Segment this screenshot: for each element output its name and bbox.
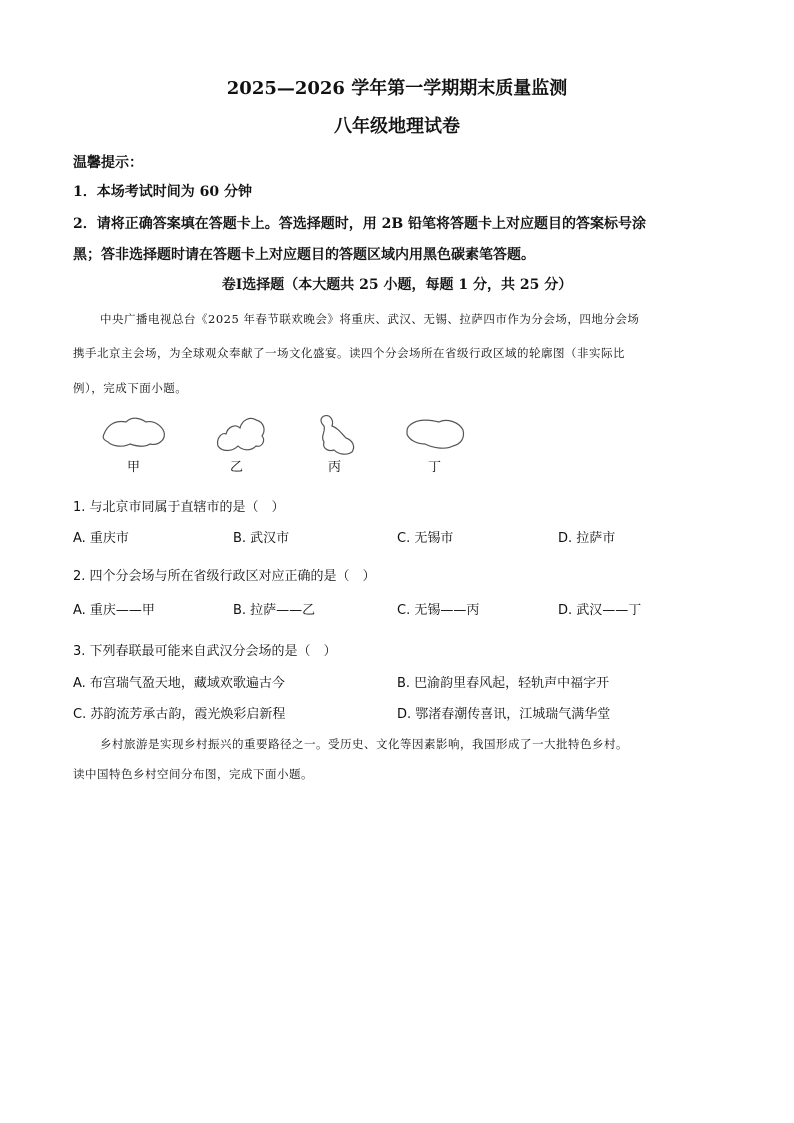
tips-item-2-line-2: 黑；答非选择题时请在答题卡上对应题目的答题区域内用黑色碳素笔答题。 — [73, 247, 535, 263]
tips-item-2-line-1: 2．请将正确答案填在答题卡上。答选择题时，用 2B 铅笔将答题卡上对应题目的答案标号涂 — [73, 216, 647, 232]
question-3-option-b: B. 巴渝韵里春风起，轻轨声中福字开 — [397, 676, 610, 691]
province-outline-icon — [312, 412, 362, 458]
province-outline-icon — [403, 414, 469, 454]
tips-item-1: 1．本场考试时间为 60 分钟 — [73, 184, 252, 200]
map-label-bing: 丙 — [328, 460, 342, 475]
page-title: 2025—2026 学年第一学期期末质量监测 — [226, 78, 568, 99]
question-1-option-b: B. 武汉市 — [233, 531, 290, 546]
province-outline-icon — [212, 412, 272, 456]
question-1-option-d: D. 拉萨市 — [558, 531, 616, 546]
passage-1-line-1: 中央广播电视总台《2025 年春节联欢晚会》将重庆、武汉、无锡、拉萨四市作为分会场，四地分会场 — [100, 312, 640, 326]
map-label-ding: 丁 — [428, 460, 442, 475]
map-label-yi: 乙 — [230, 460, 244, 475]
question-1-option-c: C. 无锡市 — [397, 531, 454, 546]
map-label-jia: 甲 — [127, 460, 141, 475]
tips-heading: 温馨提示： — [73, 155, 143, 171]
section-heading: 卷Ⅰ选择题（本大题共 25 小题，每题 1 分，共 25 分） — [221, 277, 573, 293]
province-outline-icon — [100, 412, 170, 452]
question-3-stem: 3. 下列春联最可能来自武汉分会场的是（ ） — [73, 644, 337, 659]
question-2-option-b: B. 拉萨——乙 — [233, 603, 316, 618]
page-subtitle: 八年级地理试卷 — [334, 116, 460, 137]
question-1-option-a: A. 重庆市 — [73, 531, 129, 546]
question-1-stem: 1. 与北京市同属于直辖市的是（ ） — [73, 500, 285, 515]
passage-2-line-2: 读中国特色乡村空间分布图，完成下面小题。 — [73, 767, 313, 781]
question-2-option-c: C. 无锡——丙 — [397, 603, 480, 618]
passage-1-line-3: 例），完成下面小题。 — [73, 381, 188, 395]
question-2-option-d: D. 武汉——丁 — [558, 603, 642, 618]
question-3-option-c: C. 苏韵流芳承古韵，霞光焕彩启新程 — [73, 707, 286, 722]
question-2-stem: 2. 四个分会场与所在省级行政区对应正确的是（ ） — [73, 569, 376, 584]
passage-2-line-1: 乡村旅游是实现乡村振兴的重要路径之一。受历史、文化等因素影响，我国形成了一大批特色乡村。 — [100, 737, 628, 751]
question-3-option-d: D. 鄂渚春潮传喜讯，江城瑞气满华堂 — [397, 707, 611, 722]
passage-1-line-2: 携手北京主会场，为全球观众奉献了一场文化盛宴。读四个分会场所在省级行政区域的轮廓图（非实际比 — [73, 346, 625, 360]
question-2-option-a: A. 重庆——甲 — [73, 603, 155, 618]
question-3-option-a: A. 布宫瑞气盈天地，藏域欢歌遍古今 — [73, 676, 285, 691]
